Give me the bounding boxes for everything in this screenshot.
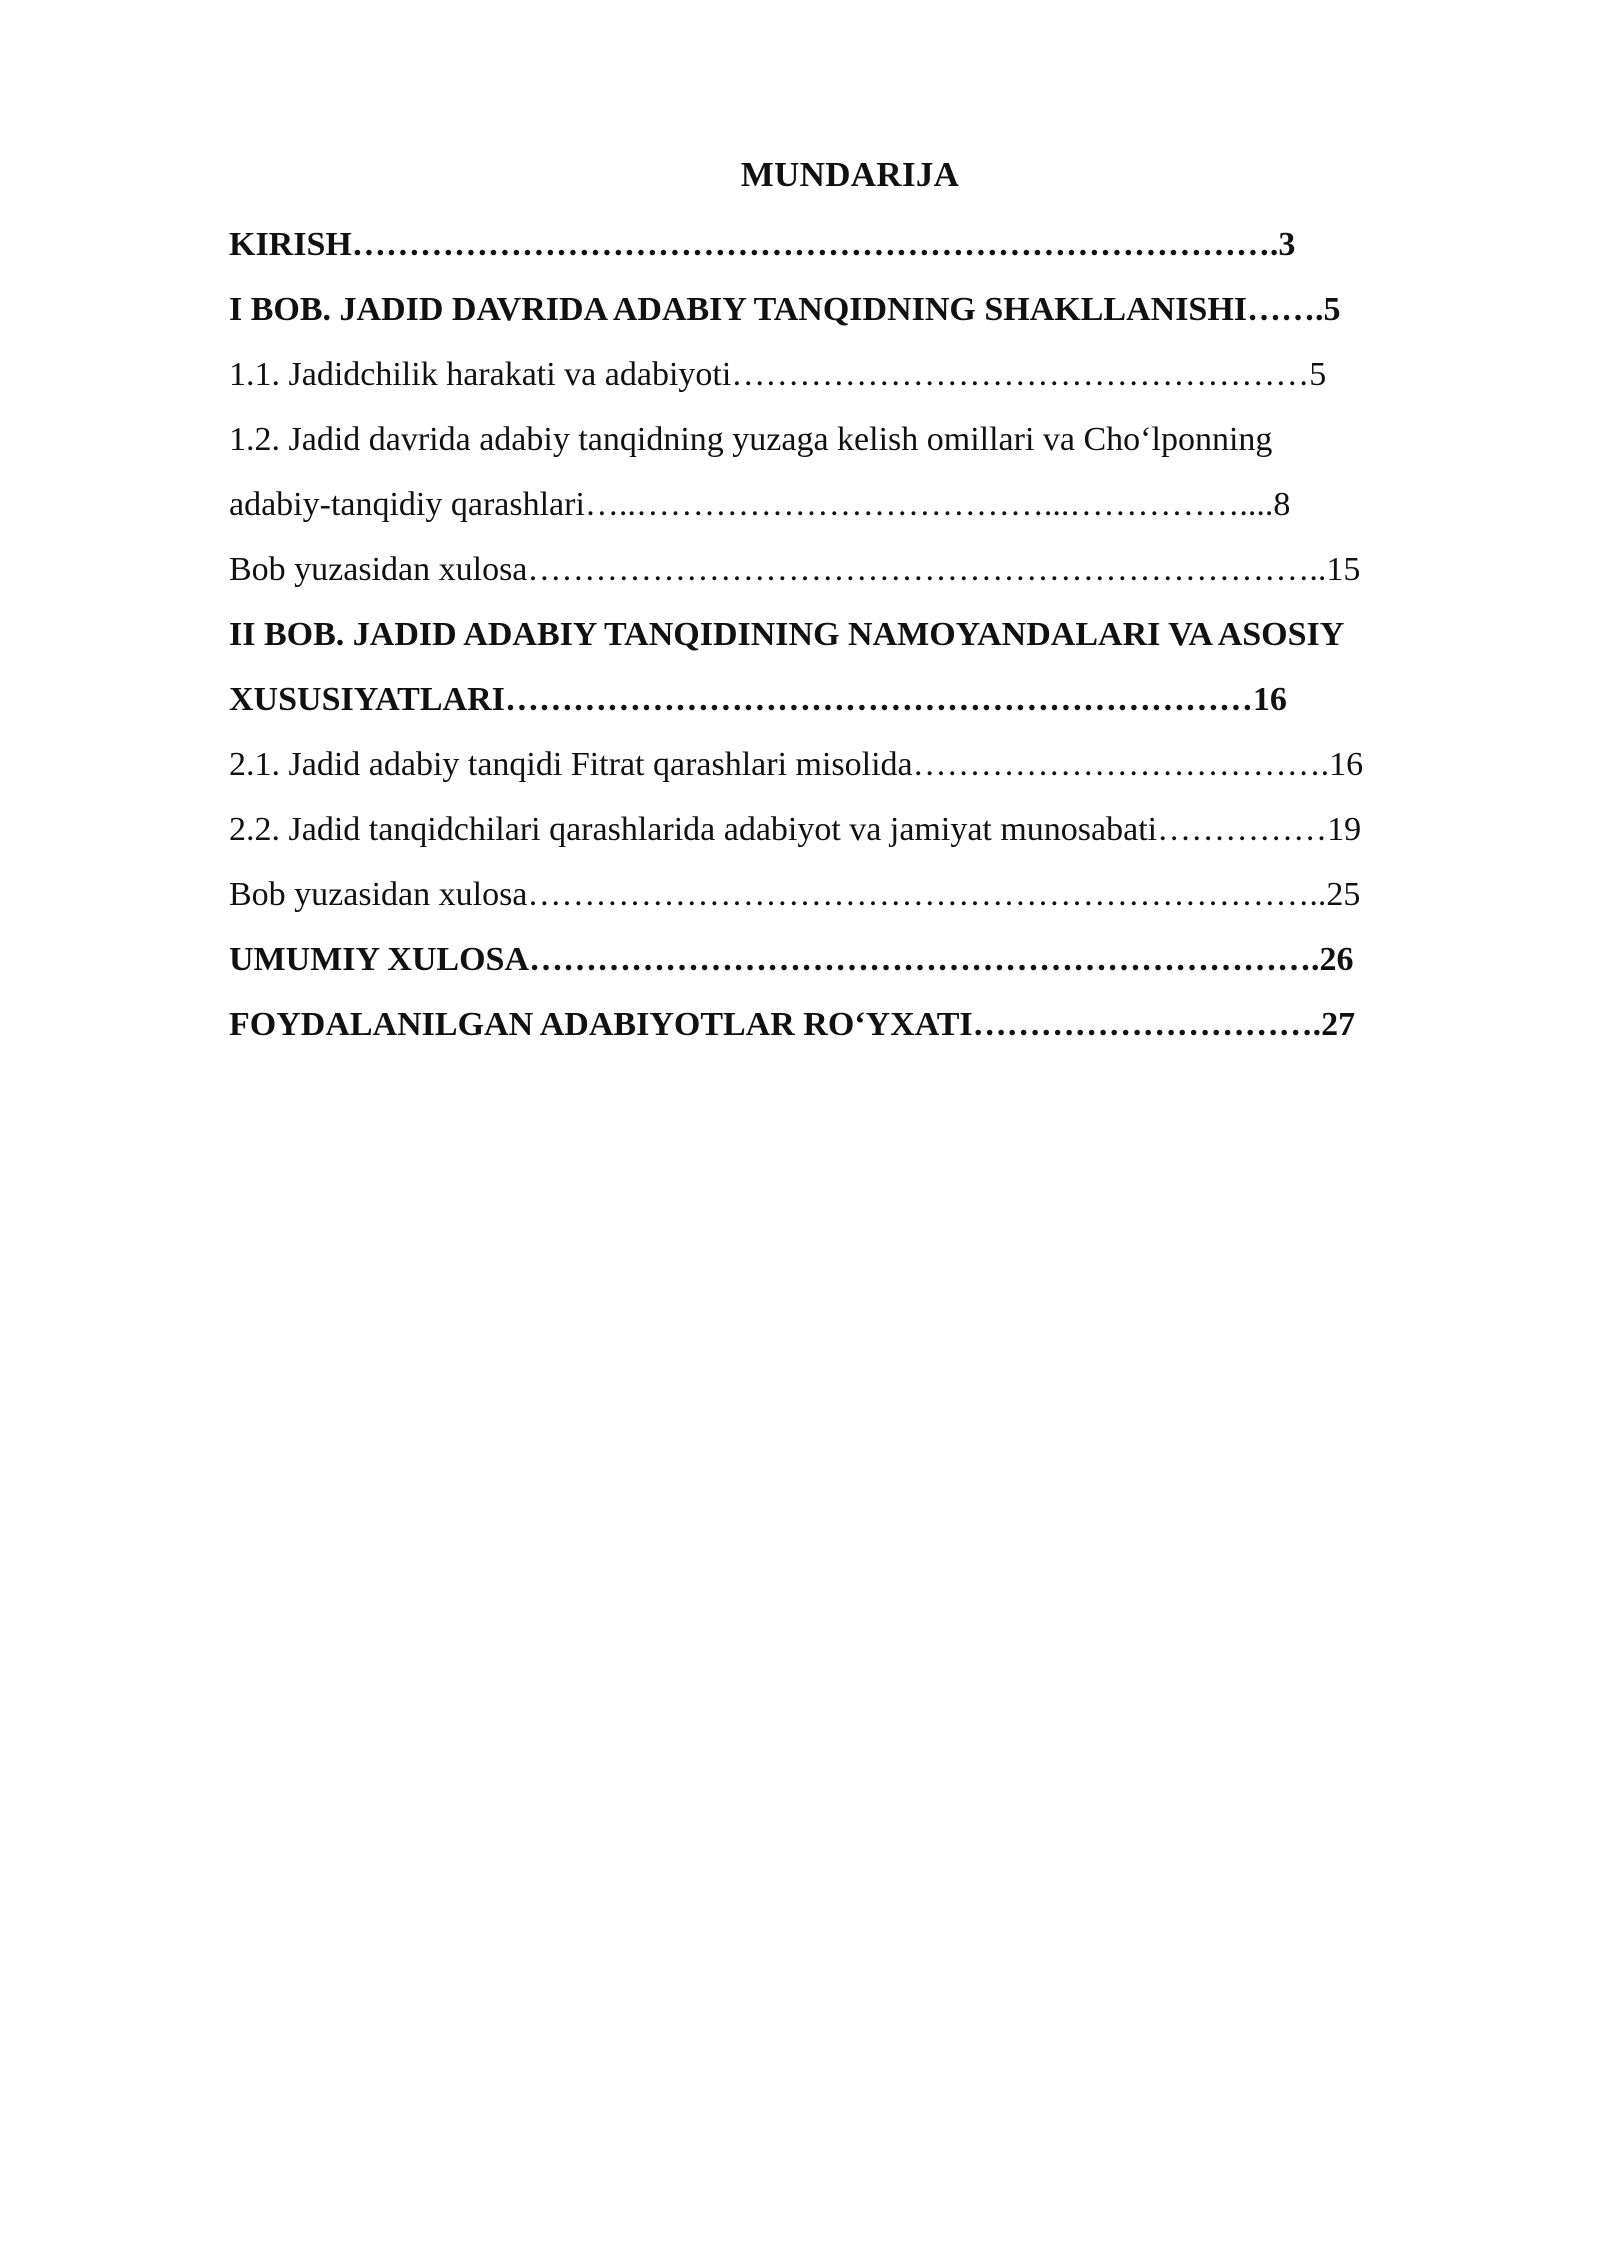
toc-entry-chapter-2-line-1: II BOB. JADID ADABIY TANQIDINING NAMOYANDALARI VA ASOSIY [229, 616, 1345, 653]
toc-entry-section-1-2-line-2: adabiy-tanqidiy qarashlari…..………………………………...……………....8 [229, 486, 1291, 523]
toc-entry-kirish: KIRISH……………………………………………………………………….3 [229, 226, 1296, 263]
toc-entry-chapter-1: I BOB. JADID DAVRIDA ADABIY TANQIDNING SHAKLLANISHI…….5 [229, 291, 1341, 328]
toc-entry-section-1-1: 1.1. Jadidchilik harakati va adabiyoti……………………………………………5 [229, 356, 1327, 393]
toc-entry-chapter-1-conclusion: Bob yuzasidan xulosa……………………………………………………………..15 [229, 551, 1361, 588]
toc-entry-section-1-2-line-1: 1.2. Jadid davrida adabiy tanqidning yuzaga kelish omillari va Cho‘lponning [229, 421, 1273, 458]
toc-entry-chapter-2-line-2: XUSUSIYATLARI…………………………………………………………16 [229, 681, 1287, 718]
table-of-contents [229, 212, 1489, 1057]
document-title: MUNDARIJA [740, 155, 960, 194]
toc-entry-references: FOYDALANILGAN ADABIYOTLAR RO‘YXATI………………………….27 [229, 1006, 1356, 1043]
toc-entry-section-2-1: 2.1. Jadid adabiy tanqidi Fitrat qarashlari misolida……………………………….16 [229, 746, 1364, 783]
toc-entry-general-conclusion: UMUMIY XULOSA…………………………………………………………….26 [229, 941, 1354, 978]
toc-entry-section-2-2: 2.2. Jadid tanqidchilari qarashlarida adabiyot va jamiyat munosabati……………19 [229, 811, 1362, 848]
toc-entry-chapter-2-conclusion: Bob yuzasidan xulosa……………………………………………………………..25 [229, 876, 1361, 913]
